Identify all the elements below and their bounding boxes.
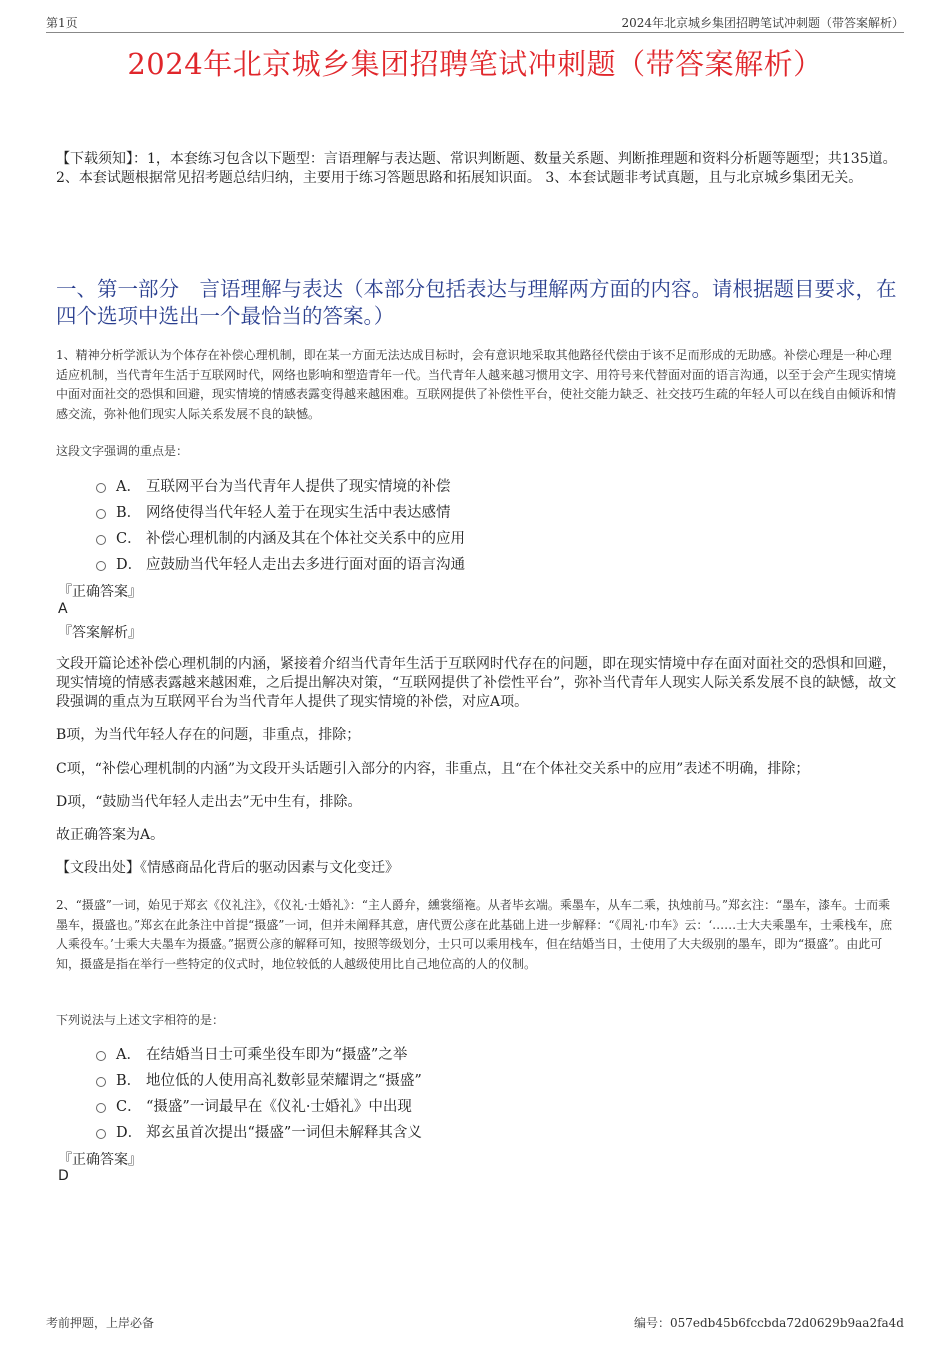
option-text: 地位低的人使用高礼数彰显荣耀谓之“摄盛” — [146, 1072, 422, 1089]
radio-icon[interactable] — [96, 483, 106, 493]
option-text: “摄盛”一词最早在《仪礼·士婚礼》中出现 — [146, 1098, 412, 1115]
option-c[interactable] — [96, 1092, 896, 1118]
analysis-paragraph: D项，“鼓励当代年轻人走出去”无中生有，排除。 — [56, 794, 362, 810]
radio-icon[interactable] — [96, 561, 106, 571]
radio-icon[interactable] — [96, 509, 106, 519]
section-heading: 一、第一部分 言语理解与表达（本部分包括表达与理解两方面的内容。请根据题目要求，在四个选项中选出一个最恰当的答案。） — [56, 277, 897, 328]
radio-icon[interactable] — [96, 1051, 106, 1061]
radio-icon[interactable] — [96, 1077, 106, 1087]
option-text: 应鼓励当代年轻人走出去多进行面对面的语言沟通 — [146, 556, 465, 573]
question-1-text: 1、精神分析学派认为个体存在补偿心理机制，即在某一方面无法达成目标时，会有意识地采取其他路径代偿由于该不足而形成的无助感。补偿心理是一种心理适应机制，当代青年生活于互联网时代，网络也影响和塑造青年一代。当代青年人越来越习惯用文字、用符号来代替面对面的语言沟通，以至于会产生现实情境中面对面社交的恐惧和回避，现实情境的情感表露变得越来越困难。互联网提供了补偿性平台，使社交能力缺乏、社交技巧生疏的年轻人可以在线自由倾诉和情感交流，弥补他们现实人际关系发展不良的缺憾。 — [56, 348, 897, 421]
document-id: 编号：057edb45b6fccbda72d0629b9aa2fa4d — [633, 1316, 904, 1330]
analysis-paragraph: 故正确答案为A。 — [56, 827, 165, 843]
header-doc-title: 2024年北京城乡集团招聘笔试冲刺题（带答案解析） — [621, 16, 904, 30]
header-divider — [46, 32, 904, 33]
option-text: 郑玄虽首次提出“摄盛”一词但未解释其含义 — [146, 1124, 422, 1141]
answer-label: 『正确答案』 — [58, 584, 142, 600]
option-letter: A． — [116, 478, 141, 495]
radio-icon[interactable] — [96, 1103, 106, 1113]
option-a[interactable] — [96, 1040, 896, 1066]
option-c[interactable] — [96, 524, 896, 550]
option-text: 补偿心理机制的内涵及其在个体社交关系中的应用 — [146, 530, 465, 547]
question-2-prompt: 下列说法与上述文字相符的是： — [56, 1013, 225, 1027]
analysis-paragraph: 文段开篇论述补偿心理机制的内涵，紧接着介绍当代青年生活于互联网时代存在的问题，即在现实情境中存在面对面社交的恐惧和回避，现实情境的情感表露越来越困难，之后提出解决对策，“互联网提供了补偿性平台”，弥补当代青年人现实人际关系发展不良的缺憾，故文段强调的重点为互联网平台为当代青年人提供了现实情境的补偿，对应A项。 — [56, 656, 897, 710]
option-b[interactable] — [96, 498, 896, 524]
question-1-options — [96, 472, 896, 576]
document-title: 2024年北京城乡集团招聘笔试冲刺题（带答案解析） — [127, 47, 823, 81]
page-header — [46, 14, 904, 32]
option-letter: C． — [116, 1098, 142, 1115]
correct-answer: A — [58, 601, 68, 617]
correct-answer: D — [58, 1168, 69, 1184]
analysis-paragraph: B项，为当代年轻人存在的问题，非重点，排除； — [56, 727, 361, 743]
source-note: 【文段出处】《情感商品化背后的驱动因素与文化变迁》 — [56, 860, 399, 876]
option-letter: B． — [116, 504, 142, 521]
option-text: 网络使得当代年轻人羞于在现实生活中表达感情 — [146, 504, 451, 521]
question-2-options — [96, 1040, 896, 1144]
option-letter: D． — [116, 556, 143, 573]
option-letter: A． — [116, 1046, 141, 1063]
option-b[interactable] — [96, 1066, 896, 1092]
option-letter: B． — [116, 1072, 142, 1089]
option-letter: D． — [116, 1124, 143, 1141]
footer-slogan: 考前押题，上岸必备 — [46, 1316, 155, 1330]
option-d[interactable] — [96, 550, 896, 576]
option-letter: C． — [116, 530, 142, 547]
page-number: 第1页 — [46, 16, 78, 30]
radio-icon[interactable] — [96, 535, 106, 545]
download-notice: 【下载须知】：1，本套练习包含以下题型：言语理解与表达题、常识判断题、数量关系题、判断推理题和资料分析题等题型；共135道。 2、本套试题根据常见招考题总结归纳，主要用于练习答题思路和拓展知识面。 3、本套试题非考试真题，且与北京城乡集团无关。 — [56, 151, 897, 186]
radio-icon[interactable] — [96, 1129, 106, 1139]
answer-label: 『正确答案』 — [58, 1152, 142, 1168]
question-1-prompt: 这段文字强调的重点是： — [56, 444, 189, 458]
question-2-text: 2、“摄盛”一词，始见于郑玄《仪礼注》，《仪礼·士婚礼》：“主人爵弁，纁裳缁袘。从者毕玄端。乘墨车，从车二乘，执烛前马。”郑玄注：“墨车，漆车。士而乘墨车，摄盛也。”郑玄在此条注中首提“摄盛”一词，但并未阐释其意，唐代贾公彦在此基础上进一步解释：“《周礼·巾车》云：‘……士大夫乘墨车，士乘栈车，庶人乘役车。’士乘大夫墨车为摄盛。”据贾公彦的解释可知，按照等级划分，士只可以乘用栈车，但在结婚当日，士使用了大夫级别的墨车，即为“摄盛”。由此可知，摄盛是指在举行一些特定的仪式时，地位较低的人越级使用比自己地位高的人的仪制。 — [56, 898, 893, 971]
option-d[interactable] — [96, 1118, 896, 1144]
option-text: 互联网平台为当代青年人提供了现实情境的补偿 — [146, 478, 451, 495]
option-a[interactable] — [96, 472, 896, 498]
analysis-label: 『答案解析』 — [58, 625, 142, 641]
option-text: 在结婚当日士可乘坐役车即为“摄盛”之举 — [146, 1046, 408, 1063]
analysis-paragraph: C项，“补偿心理机制的内涵”为文段开头话题引入部分的内容，非重点，且“在个体社交关系中的应用”表述不明确，排除； — [56, 761, 810, 777]
